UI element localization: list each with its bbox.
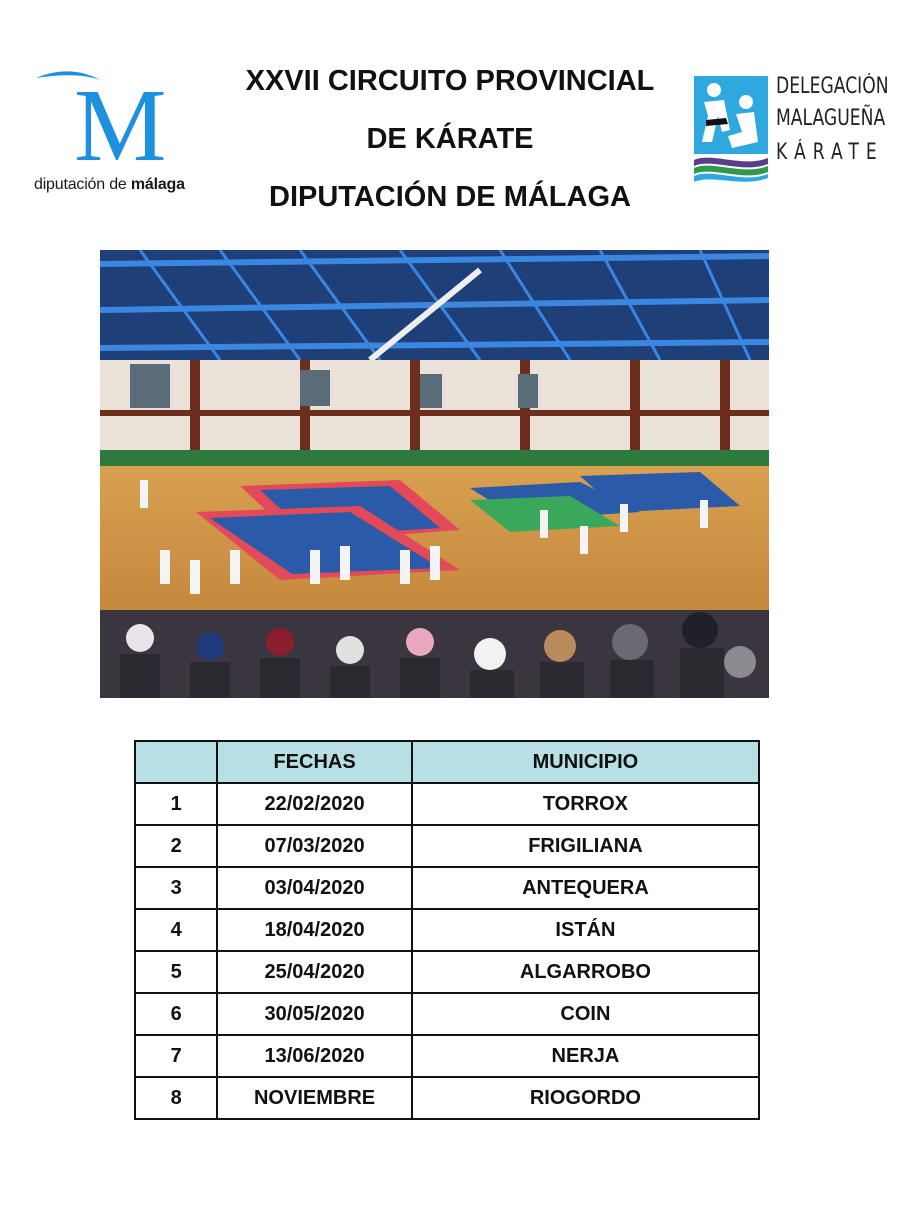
- row-fecha: 22/02/2020: [217, 783, 412, 825]
- diputacion-logo: [30, 66, 210, 200]
- row-municipio: COIN: [412, 993, 759, 1035]
- table-row: [135, 825, 759, 867]
- table-header-row: [135, 741, 759, 783]
- title-line-3: DIPUTACIÓN DE MÁLAGA: [269, 181, 631, 213]
- page-title: [200, 52, 700, 226]
- row-fecha: NOVIEMBRE: [217, 1077, 412, 1119]
- delegacion-logo: [692, 72, 892, 188]
- row-number: 5: [135, 951, 217, 993]
- title-line-2: DE KÁRATE: [366, 123, 534, 155]
- header-fechas: FECHAS: [217, 741, 412, 783]
- row-municipio: ISTÁN: [412, 909, 759, 951]
- row-municipio: ALGARROBO: [412, 951, 759, 993]
- svg-text:M: M: [74, 68, 167, 174]
- row-municipio: TORROX: [412, 783, 759, 825]
- row-fecha: 07/03/2020: [217, 825, 412, 867]
- table-row: [135, 909, 759, 951]
- header-number: [135, 741, 217, 783]
- diputacion-caption: diputación de málaga: [34, 176, 185, 193]
- row-municipio: RIOGORDO: [412, 1077, 759, 1119]
- table-row: [135, 867, 759, 909]
- row-number: 3: [135, 867, 217, 909]
- row-number: 1: [135, 783, 217, 825]
- delegacion-line-3: KÁRATE: [776, 140, 884, 165]
- karate-figures-icon: [692, 72, 772, 188]
- row-fecha: 13/06/2020: [217, 1035, 412, 1077]
- karate-competition-photo: [100, 250, 769, 698]
- table-row: [135, 1077, 759, 1119]
- delegacion-line-1: DELEGACIÓN: [776, 74, 889, 99]
- row-fecha: 25/04/2020: [217, 951, 412, 993]
- row-fecha: 30/05/2020: [217, 993, 412, 1035]
- schedule-table: [134, 740, 760, 1120]
- row-number: 8: [135, 1077, 217, 1119]
- delegacion-line-2: MALAGUEÑA: [776, 106, 886, 131]
- row-number: 2: [135, 825, 217, 867]
- row-municipio: ANTEQUERA: [412, 867, 759, 909]
- row-fecha: 03/04/2020: [217, 867, 412, 909]
- diputacion-m-icon: [30, 66, 210, 174]
- row-municipio: FRIGILIANA: [412, 825, 759, 867]
- table-row: [135, 1035, 759, 1077]
- row-number: 6: [135, 993, 217, 1035]
- row-fecha: 18/04/2020: [217, 909, 412, 951]
- row-municipio: NERJA: [412, 1035, 759, 1077]
- table-row: [135, 783, 759, 825]
- title-line-1: XXVII CIRCUITO PROVINCIAL: [245, 65, 655, 97]
- header-municipio: MUNICIPIO: [412, 741, 759, 783]
- row-number: 7: [135, 1035, 217, 1077]
- row-number: 4: [135, 909, 217, 951]
- table-row: [135, 951, 759, 993]
- table-row: [135, 993, 759, 1035]
